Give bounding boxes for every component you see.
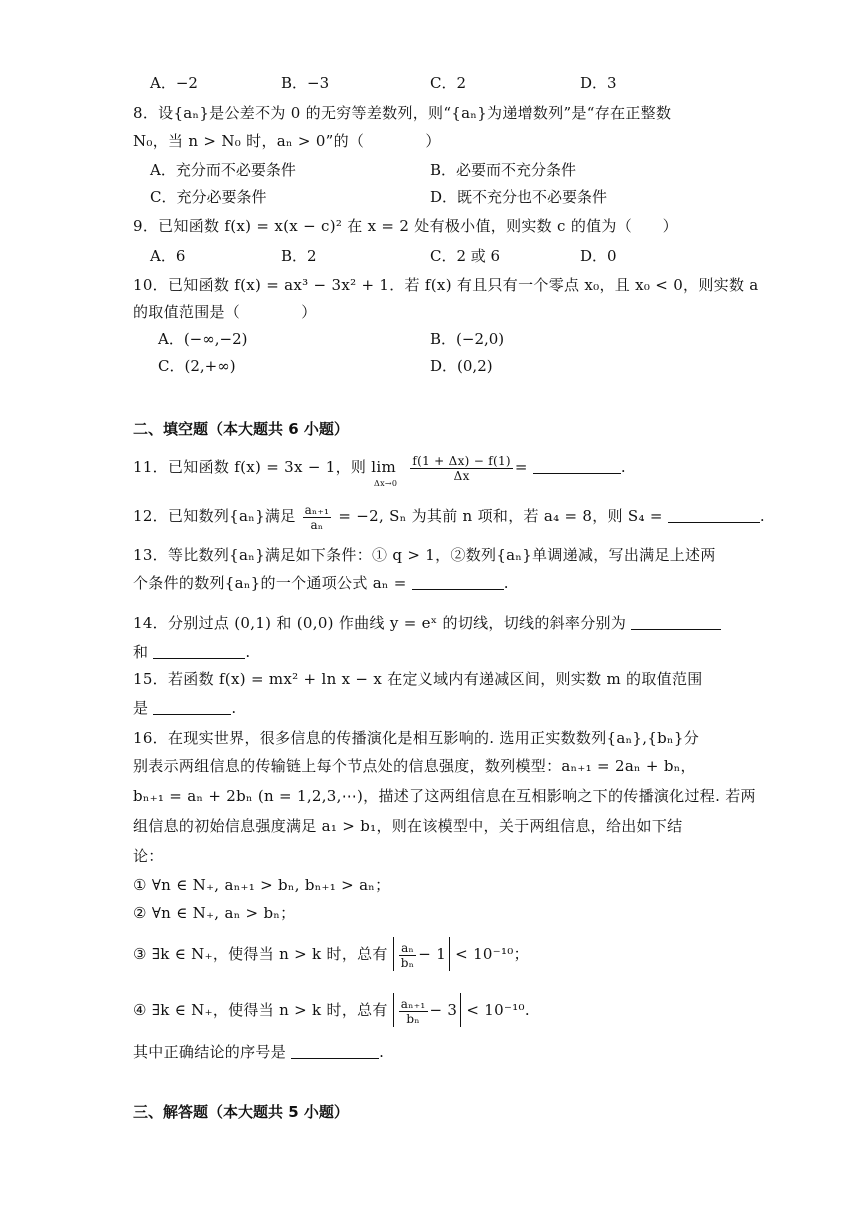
- q8-option-a: A．充分而不必要条件: [150, 161, 296, 179]
- q16-c4-absolute-value: [393, 993, 461, 1027]
- q12-middle: = −2, Sₙ 为其前 n 项和，若 a₄ = 8，则 S₄ =: [338, 507, 663, 525]
- q13-line2: [133, 572, 509, 594]
- section-heading-solutions: 三、解答题（本大题共 5 小题）: [133, 1103, 349, 1121]
- q11-fraction: [410, 454, 512, 483]
- q16-line5: 论：: [133, 847, 164, 865]
- q16-c4-inner: − 3: [429, 1001, 458, 1019]
- q12-prefix: 12．已知数列{aₙ}满足: [133, 507, 296, 525]
- section-heading-fill-in: 二、填空题（本大题共 6 小题）: [133, 420, 349, 438]
- q12-answer-blank[interactable]: [668, 506, 760, 523]
- q8-option-c: C．充分必要条件: [150, 188, 267, 206]
- q15-answer-blank[interactable]: [153, 698, 231, 715]
- q13-line1: 13．等比数列{aₙ}满足如下条件：① q > 1，②数列{aₙ}单调递减，写出满足上述两: [133, 546, 716, 564]
- q16-conclusion-1: ① ∀n ∈ N₊, aₙ₊₁ > bₙ, bₙ₊₁ > aₙ；: [133, 876, 391, 894]
- q16-c4-fraction: [399, 997, 428, 1026]
- q10-line2: 的取值范围是（ ）: [133, 303, 317, 321]
- q13-line2-text: 个条件的数列{aₙ}的一个通项公式 aₙ =: [133, 574, 407, 592]
- q13-answer-blank[interactable]: [412, 573, 504, 590]
- q16-c4-prefix: ④ ∃k ∈ N₊，使得当 n > k 时，总有: [133, 1001, 388, 1019]
- q9-option-c: C．2 或 6: [430, 247, 501, 265]
- q12-suffix: .: [759, 507, 765, 525]
- q12-fraction: [303, 503, 332, 532]
- q7-option-a: A．−2: [150, 74, 198, 92]
- q7-option-c: C．2: [430, 74, 467, 92]
- q11-denominator: Δx: [453, 468, 470, 483]
- q16-c3-fraction: [399, 941, 416, 970]
- q16-line2: 别表示两组信息的传输链上每个节点处的信息强度，数列模型：aₙ₊₁ = 2aₙ + bₙ，: [133, 757, 696, 775]
- q14-suffix: .: [245, 643, 251, 661]
- q10-option-d: D．(0,2): [430, 357, 493, 375]
- q16-c3-numerator: aₙ: [399, 941, 416, 956]
- q10-option-c: C．(2,+∞): [158, 357, 236, 375]
- q8-line2: N₀，当 n > N₀ 时，aₙ > 0”的（ ）: [133, 132, 441, 150]
- q16-c3-inner: − 1: [418, 945, 447, 963]
- q16-last-line: [133, 1041, 384, 1063]
- q11-numerator: f(1 + Δx) − f(1): [412, 453, 511, 468]
- q16-last-text: 其中正确结论的序号是: [133, 1043, 287, 1061]
- q12: [133, 501, 765, 532]
- q16-c4-numerator: aₙ₊₁: [400, 996, 426, 1011]
- q15-line1: 15．若函数 f(x) = mx² + ln x − x 在定义域内有递减区间，则实数 m 的取值范围: [133, 670, 703, 688]
- q16-c4-suffix: < 10⁻¹⁰.: [466, 1001, 530, 1019]
- q8-line1: 8．设{aₙ}是公差不为 0 的无穷等差数列，则“{aₙ}为递增数列”是“存在正整数: [133, 104, 672, 122]
- q14-line2: [133, 641, 250, 663]
- q13-suffix: .: [503, 574, 509, 592]
- q15-line2: [133, 697, 236, 719]
- q16-conclusion-4: [133, 993, 530, 1027]
- q14-line1-text: 14．分别过点 (0,1) 和 (0,0) 作曲线 y = eˣ 的切线，切线的斜率分别为: [133, 614, 627, 632]
- q16-last-suffix: .: [379, 1043, 385, 1061]
- q16-answer-blank[interactable]: [291, 1042, 379, 1059]
- q14-line1: [133, 612, 721, 634]
- q15-suffix: .: [231, 699, 237, 717]
- q9-line1: 9．已知函数 f(x) = x(x − c)² 在 x = 2 处有极小值，则实数 c 的值为（ ）: [133, 217, 678, 235]
- q10-option-b: B．(−2,0): [430, 330, 505, 348]
- q16-c4-denominator: bₙ: [406, 1011, 420, 1026]
- q9-option-d: D．0: [580, 247, 617, 265]
- q11-prefix: 11．已知函数 f(x) = 3x − 1，则 lim: [133, 458, 397, 476]
- q8-option-b: B．必要而不充分条件: [430, 161, 577, 179]
- q10-option-a: A．(−∞,−2): [158, 330, 248, 348]
- q16-conclusion-2: ② ∀n ∈ N₊, aₙ > bₙ；: [133, 904, 296, 922]
- q11-limit-subscript: Δx→0: [374, 479, 398, 488]
- q15-line2-text: 是: [133, 699, 149, 717]
- q7-option-b: B．−3: [281, 74, 330, 92]
- q16-line1: 16．在现实世界，很多信息的传播演化是相互影响的. 选用正实数数列{aₙ},{bₙ}分: [133, 729, 699, 747]
- q16-c3-prefix: ③ ∃k ∈ N₊，使得当 n > k 时，总有: [133, 945, 388, 963]
- q14-answer-blank-2[interactable]: [153, 642, 245, 659]
- q16-c3-denominator: bₙ: [400, 955, 415, 970]
- q11: 11．已知函数 f(x) = 3x − 1，则 $\lim_{\Delta x\to 0}$ $\frac{f(1 + \Delta x) - f(1)}{\Delta x}$ = .: [133, 453, 626, 488]
- q12-denominator: aₙ: [310, 517, 324, 532]
- q16-line4: 组信息的初始信息强度满足 a₁ > b₁，则在该模型中，关于两组信息，给出如下结: [133, 817, 683, 835]
- q16-c3-suffix: < 10⁻¹⁰；: [455, 945, 529, 963]
- q16-conclusion-3: [133, 937, 529, 971]
- q7-option-d: D．3: [580, 74, 617, 92]
- q9-option-a: A．6: [150, 247, 186, 265]
- q8-option-d: D．既不充分也不必要条件: [430, 188, 608, 206]
- q12-numerator: aₙ₊₁: [304, 502, 330, 517]
- q16-c3-absolute-value: [393, 937, 450, 971]
- q9-option-b: B．2: [281, 247, 317, 265]
- q14-answer-blank-1[interactable]: [631, 613, 721, 630]
- q14-line2-text: 和: [133, 643, 149, 661]
- q16-line3: bₙ₊₁ = aₙ + 2bₙ (n = 1,2,3,⋯)，描述了这两组信息在互相影响之下的传播演化过程. 若两: [133, 787, 756, 805]
- q11-suffix: .: [620, 458, 626, 476]
- q11-answer-blank[interactable]: [533, 457, 621, 474]
- q10-line1: 10．已知函数 f(x) = ax³ − 3x² + 1．若 f(x) 有且只有一个零点 x₀，且 x₀ < 0，则实数 a: [133, 276, 759, 294]
